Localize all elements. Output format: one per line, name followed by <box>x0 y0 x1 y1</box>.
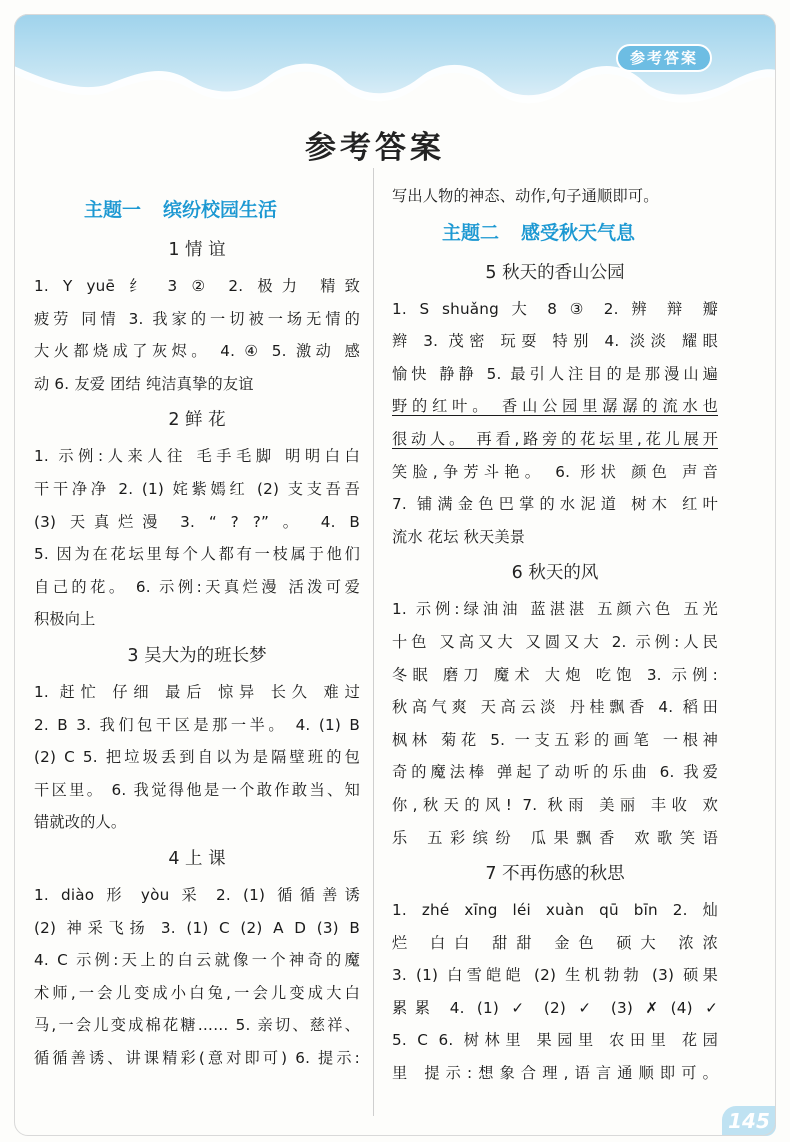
answer-line: 术师,一会儿变成小白兔,一会儿变成大白 <box>34 983 360 1002</box>
lesson-heading: 5 秋天的香山公园 <box>485 262 625 283</box>
lesson-heading: 2 鲜 花 <box>168 410 226 431</box>
answer-line: 累累 4. (1) ✓ (2) ✓ (3) ✗ (4) ✓ <box>392 998 718 1017</box>
answer-line: (2) 神采飞扬 3. (1) C (2) A D (3) B <box>34 918 360 937</box>
answer-line: 1. diào 形 yòu 采 2. (1) 循循善诱 <box>34 885 360 904</box>
answer-line: 你,秋天的风! 7. 秋雨 美丽 丰收 欢 <box>392 795 718 814</box>
page-number: 145 <box>722 1106 776 1136</box>
answer-line: 1. S shuǎng 大 8 ③ 2. 辨 辩 瓣 <box>392 299 718 318</box>
answer-line: 奇的魔法棒 弹起了动听的乐曲 6. 我爱 <box>392 763 718 782</box>
answer-line: 大火都烧成了灰烬。 4. ④ 5. 激动 感 <box>34 342 360 361</box>
answer-line: 里 提示:想象合理,语言通顺即可。 <box>392 1064 718 1083</box>
answer-line: 1. 赶忙 仔细 最后 惊异 长久 难过 <box>34 682 360 701</box>
theme-heading <box>442 213 718 253</box>
answer-line: 2. B 3. 我们包干区是那一半。 4. (1) B <box>34 715 360 734</box>
answer-line: 循循善诱、讲课精彩(意对即可) 6. 提示: <box>34 1048 360 1067</box>
answer-line: 秋高气爽 天高云淡 丹桂飘香 4. 稻田 <box>392 698 718 717</box>
answer-line: 1. 示例:绿油油 蓝湛湛 五颜六色 五光 <box>392 600 718 619</box>
page-title: 参考答案 <box>305 130 445 166</box>
answer-line: 辫 3. 茂密 玩耍 特别 4. 淡淡 耀眼 <box>392 332 718 351</box>
underlined-answer-line: 很动人。 再看,路旁的花坛里,花儿展开 <box>392 429 718 448</box>
answer-line: 冬眠 磨刀 魔术 大炮 吃饱 3. 示例: <box>392 665 718 684</box>
answer-line: 错就改的人。 <box>34 813 127 832</box>
lesson-heading: 3 吴大为的班长梦 <box>127 645 267 666</box>
answer-line: 动 6. 友爱 团结 纯洁真挚的友谊 <box>34 374 254 393</box>
answer-line: 干干净净 2. (1) 姹紫嫣红 (2) 支支吾吾 <box>34 479 360 498</box>
answer-line: 4. C 示例:天上的白云就像一个神奇的魔 <box>34 951 360 970</box>
theme-name: 缤纷校园生活 <box>163 199 278 221</box>
answer-line: 枫林 菊花 5. 一支五彩的画笔 一根神 <box>392 730 718 749</box>
theme-number: 主题二 <box>442 221 500 244</box>
column-divider <box>373 168 374 1116</box>
answer-line: 积极向上 <box>34 610 96 629</box>
answer-line: 1. Y yuē 纟 3 ② 2. 极力 精致 <box>34 277 360 295</box>
lesson-heading: 1 情 谊 <box>168 240 226 260</box>
answer-line: 疲劳 同情 3. 我家的一切被一场无情的 <box>34 309 360 328</box>
carry-over-line: 写出人物的神态、动作,句子通顺即可。 <box>392 187 659 205</box>
answer-line: 7. 铺满金色巴掌的水泥道 树木 红叶 <box>392 495 718 514</box>
theme-heading <box>84 190 360 230</box>
answer-line: 烂 白白 甜甜 金色 硕大 浓浓 <box>392 933 718 952</box>
answer-line: 5. 因为在花坛里每个人都有一枝属于他们 <box>34 545 360 564</box>
answer-line: 3. (1) 白雪皑皑 (2) 生机勃勃 (3) 硕果 <box>392 966 718 985</box>
theme-name: 感受秋天气息 <box>521 221 636 244</box>
answer-line: 5. C 6. 树林里 果园里 农田里 花园 <box>392 1031 718 1050</box>
lesson-heading: 6 秋天的风 <box>511 563 599 584</box>
answer-line: 十色 又高又大 又圆又大 2. 示例:人民 <box>392 632 718 651</box>
answer-line: (2) C 5. 把垃圾丢到自以为是隔壁班的包 <box>34 748 360 767</box>
left-column <box>34 190 360 1074</box>
answer-key-badge: 参考答案 <box>616 44 712 72</box>
underlined-answer-line: 野的红叶。 香山公园里潺潺的流水也 <box>392 397 718 416</box>
answer-line: 愉快 静静 5. 最引人注目的是那漫山遍 <box>392 364 718 383</box>
answer-line: 1. zhé xīng léi xuàn qū bīn 2. 灿 <box>392 901 718 920</box>
answer-line: 干区里。 6. 我觉得他是一个敢作敢当、知 <box>34 780 360 799</box>
answer-line: 自己的花。 6. 示例:天真烂漫 活泼可爱 <box>34 577 360 596</box>
answer-line: 马,一会儿变成棉花糖…… 5. 亲切、慈祥、 <box>34 1016 360 1035</box>
lesson-heading: 4 上 课 <box>168 848 226 869</box>
answer-line: 笑脸,争芳斗艳。 6. 形状 颜色 声音 <box>392 462 718 481</box>
lesson-heading: 7 不再伤感的秋思 <box>485 864 625 885</box>
right-column <box>392 180 718 1090</box>
answer-line: 流水 花坛 秋天美景 <box>392 527 526 546</box>
theme-number: 主题一 <box>84 199 142 221</box>
answer-line: 乐 五彩缤纷 瓜果飘香 欢歌笑语 <box>392 828 718 847</box>
answer-line: 1. 示例:人来人往 毛手毛脚 明明白白 <box>34 447 360 466</box>
answer-line: (3) 天真烂漫 3. “ ? ?” 。 4. B <box>34 512 360 531</box>
